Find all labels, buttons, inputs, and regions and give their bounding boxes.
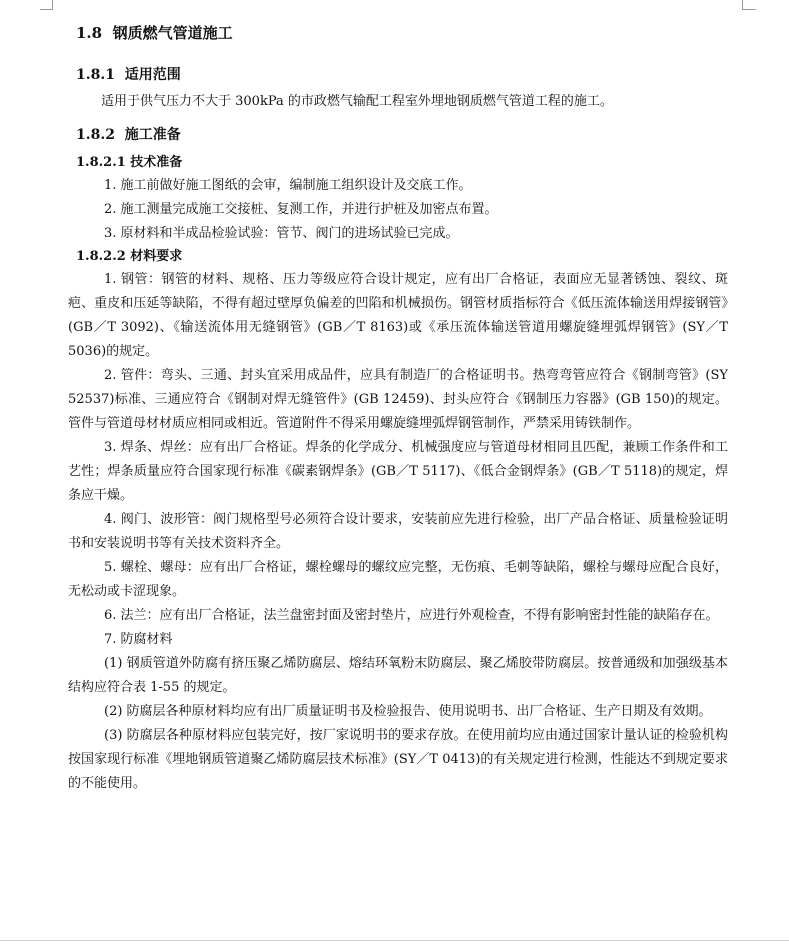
section-heading (76, 18, 728, 48)
list-item: 5. 螺栓、螺母：应有出厂合格证，螺栓螺母的螺纹应完整，无伤痕、毛刺等缺陷，螺栓与螺母应配合良好，无松动或卡涩现象。 (68, 560, 728, 599)
list-item: 2. 管件：弯头、三通、封头宜采用成品件，应具有制造厂的合格证明书。热弯弯管应符合《钢制弯管》(SY 52537)标准、三通应符合《钢制对焊无缝管件》(GB 12459)、封头应符合《钢制压力容器》(GB 150)的规定。管件与管道母材材质应相同或相近。管道附件不得采用螺旋缝埋弧焊钢管制作，严禁采用铸铁制作。 (68, 368, 728, 431)
list-item: 2. 施工测量完成施工交接桩、复测工作，并进行护桩及加密点布置。 (104, 202, 498, 217)
list-item: 3. 原材料和半成品检验试验：管节、阀门的进场试验已完成。 (104, 226, 459, 241)
subsubsection-heading-material (76, 246, 728, 268)
subsection-number: 1.8.2 (76, 127, 115, 143)
list-item: 4. 阀门、波形管：阀门规格型号必须符合设计要求，安装前应先进行检验，出厂产品合格证、质量检验证明书和安装说明书等有关技术资料齐全。 (68, 512, 728, 551)
list-item: (2) 防腐层各种原材料均应有出厂质量证明书及检验报告、使用说明书、出厂合格证、生产日期及有效期。 (104, 704, 712, 719)
section-number: 1.8 (76, 24, 103, 42)
material-list (68, 268, 728, 796)
page-bottom-edge (0, 940, 789, 941)
list-item: 1. 施工前做好施工图纸的会审，编制施工组织设计及交底工作。 (104, 178, 472, 193)
subsection-heading-scope (76, 64, 728, 86)
subsubsection-number: 1.8.2.2 (76, 249, 126, 264)
crop-mark-top-right-h (742, 9, 756, 10)
subsection-title: 施工准备 (124, 127, 181, 143)
document-page (68, 14, 728, 796)
list-item: 7. 防腐材料 (104, 632, 173, 647)
subsubsection-title: 技术准备 (130, 155, 183, 170)
subsubsection-number: 1.8.2.1 (76, 155, 126, 170)
section-title: 钢质燃气管道施工 (112, 24, 233, 42)
list-item: (1) 钢质管道外防腐有挤压聚乙烯防腐层、熔结环氧粉末防腐层、聚乙烯胶带防腐层。按普通级和加强级基本结构应符合表 1-55 的规定。 (68, 656, 728, 695)
subsubsection-title: 材料要求 (130, 249, 183, 264)
crop-mark-top-left-h (40, 9, 53, 10)
list-item: 3. 焊条、焊丝：应有出厂合格证。焊条的化学成分、机械强度应与管道母材相同且匹配，兼顾工作条件和工艺性；焊条质量应符合国家现行标准《碳素钢焊条》(GB／T 5117)、《低合金钢焊条》(GB／T 5118)的规定，焊条应干燥。 (68, 440, 728, 503)
list-item: 6. 法兰：应有出厂合格证，法兰盘密封面及密封垫片，应进行外观检查，不得有影响密封性能的缺陷存在。 (104, 608, 719, 623)
subsection-number: 1.8.1 (76, 67, 115, 83)
list-item: (3) 防腐层各种原材料应包装完好，按厂家说明书的要求存放。在使用前均应由通过国家计量认证的检验机构按国家现行标准《埋地钢质管道聚乙烯防腐层技术标准》(SY／T 0413)的有关规定进行检测，性能达不到规定要求的不能使用。 (68, 728, 728, 791)
subsection-heading-prep (76, 124, 728, 146)
scope-paragraph: 适用于供气压力不大于 300kPa 的市政燃气输配工程室外埋地钢质燃气管道工程的施工。 (101, 94, 613, 109)
subsubsection-heading-tech (76, 152, 728, 174)
list-item: 1. 钢管：钢管的材料、规格、压力等级应符合设计规定，应有出厂合格证，表面应无显著锈蚀、裂纹、斑疤、重皮和压延等缺陷，不得有超过壁厚负偏差的凹陷和机械损伤。钢管材质指标符合《低压流体输送用焊接钢管》(GB／T 3092)、《输送流体用无缝钢管》(GB／T 8163)或《承压流体输送管道用螺旋缝埋弧焊钢管》(SY／T 5036)的规定。 (68, 272, 728, 359)
subsection-title: 适用范围 (124, 67, 181, 83)
tech-list (68, 174, 728, 246)
